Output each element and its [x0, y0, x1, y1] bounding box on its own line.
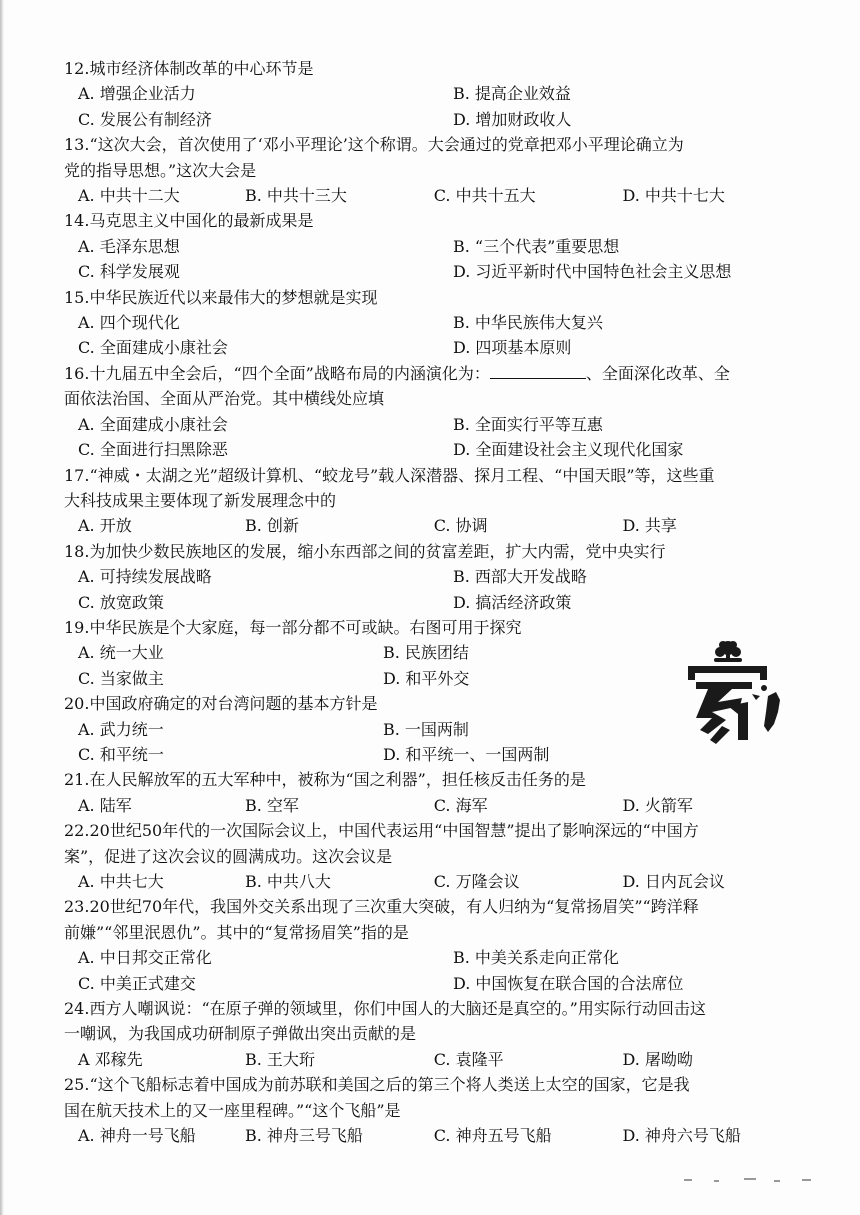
option-d: D. 火箭军	[622, 795, 693, 815]
option-a: A. 中共七大	[78, 872, 164, 891]
option-b: B. 中华民族伟大复兴	[453, 313, 603, 333]
emblem-graphic	[682, 636, 792, 746]
question-number: 25.	[64, 1075, 90, 1095]
option-c: C. 全面进行扫黑除恶	[78, 440, 228, 460]
option-a: A 邓稼先	[78, 1049, 143, 1069]
question-22	[64, 818, 804, 894]
question-16	[64, 361, 804, 463]
question-text: 城市经济体制改革的中心环节是	[89, 59, 314, 78]
question-number: 24.	[64, 999, 90, 1019]
question-text-continued: 面依法治国、全面从严治党。其中横线处应填	[64, 389, 385, 409]
option-c: C. 协调	[433, 516, 488, 536]
option-c: C. 全面建成小康社会	[78, 338, 228, 358]
option-b: B. 王大珩	[244, 1049, 315, 1069]
option-a: A. 可持续发展战略	[78, 567, 212, 587]
question-text: 20世纪70年代，我国外交关系出现了三次重大突破，有人归纳为“复常扬眉笑”“跨洋释	[89, 897, 699, 917]
option-list	[64, 412, 804, 463]
question-stem	[64, 56, 804, 81]
question-stem	[64, 818, 804, 869]
question-text: 中华民族是个大家庭，每一部分都不可或缺。右图可用于探究	[89, 617, 522, 637]
question-19	[64, 615, 664, 691]
question-24	[64, 996, 804, 1072]
option-b: B. 全面实行平等互惠	[453, 414, 603, 434]
option-list	[64, 234, 804, 285]
question-21	[64, 767, 804, 818]
option-a: A. 武力统一	[78, 719, 164, 739]
question-stem	[64, 996, 804, 1047]
option-list	[64, 564, 804, 615]
question-stem	[64, 615, 664, 640]
option-d: D. 全面建设社会主义现代化国家	[453, 440, 684, 460]
question-number: 18.	[64, 541, 90, 561]
option-d: D. 习近平新时代中国特色社会主义思想	[453, 262, 732, 282]
question-text: 十九届五中全会后，“四个全面”战略布局的内涵演化为：	[89, 363, 490, 383]
question-text: 20世纪50年代的一次国际会议上，中国代表运用“中国智慧”提出了影响深远的“中国方	[89, 821, 699, 841]
option-list	[64, 1047, 804, 1072]
question-number: 14.	[64, 211, 90, 231]
question-text-after-blank: 、全面深化改革、全	[585, 363, 730, 383]
question-text-continued: 一嘲讽，为我国成功研制原子弹做出突出贡献的是	[64, 1024, 417, 1044]
option-list	[64, 513, 804, 538]
option-list	[64, 793, 804, 818]
roof-stroke	[688, 666, 767, 680]
option-d: D. 和平外交	[383, 668, 470, 688]
option-c: C. 当家做主	[78, 668, 164, 688]
question-number: 19.	[64, 617, 90, 637]
question-stem	[64, 539, 804, 564]
question-stem	[64, 1072, 804, 1123]
option-b: B. 中共八大	[244, 872, 331, 891]
option-c: C. 科学发展观	[78, 262, 180, 282]
option-b: B. 中美关系走向正常化	[453, 948, 619, 968]
option-a: A. 毛泽东思想	[78, 236, 180, 256]
option-a: A. 中日邦交正常化	[78, 948, 212, 968]
option-c: C. 万隆会议	[433, 872, 520, 891]
option-list	[64, 945, 804, 996]
option-d: D. 搞活经济政策	[453, 592, 572, 612]
option-c: C. 和平统一	[78, 744, 164, 764]
question-15	[64, 285, 804, 361]
question-number: 12.	[64, 59, 90, 78]
question-18	[64, 539, 804, 615]
question-text-continued: 大科技成果主要体现了新发展理念中的	[64, 490, 337, 510]
option-a: A. 中共十二大	[78, 186, 180, 206]
option-b: B. 神舟三号飞船	[244, 1126, 363, 1146]
option-list	[64, 869, 804, 894]
question-stem	[64, 132, 804, 183]
fill-in-blank	[490, 364, 586, 379]
option-d: D. 和平统一、一国两制	[383, 744, 550, 764]
option-list	[64, 1123, 804, 1148]
question-stem	[64, 463, 804, 514]
option-list	[64, 310, 804, 361]
option-a: A. 四个现代化	[78, 313, 180, 333]
question-text: 马克思主义中国化的最新成果是	[89, 211, 314, 231]
question-text: 为加快少数民族地区的发展，缩小东西部之间的贫富差距，扩大内需，党中央实行	[89, 541, 666, 561]
option-b: B. “三个代表”重要思想	[453, 236, 620, 256]
option-d: D. 日内瓦会议	[622, 872, 725, 891]
question-stem	[64, 361, 804, 412]
question-number: 15.	[64, 287, 90, 307]
option-c: C. 海军	[433, 795, 488, 815]
character-body	[696, 682, 752, 744]
question-text: 西方人嘲讽说：“在原子弹的领域里，你们中国人的大脑还是真空的。”用实际行动回击这	[89, 999, 706, 1019]
option-a: A. 全面建成小康社会	[78, 414, 228, 434]
option-b: B. 民族团结	[383, 643, 469, 663]
question-20	[64, 691, 664, 767]
question-stem	[64, 285, 804, 310]
question-text-continued: 前嫌”“邻里泯恩仇”。其中的“复常扬眉笑”指的是	[64, 922, 409, 942]
option-b: B. 空军	[244, 795, 299, 815]
option-d: D. 增加财政收人	[453, 109, 572, 129]
question-text-continued: 国在航天技术上的又一座里程碑。”“这个飞船”是	[64, 1100, 401, 1120]
option-list	[64, 81, 804, 132]
question-text: “这次大会，首次使用了‘邓小平理论’这个称谓。大会通过的党章把邓小平理论确立为	[89, 135, 684, 155]
option-d: D. 神舟六号飞船	[622, 1126, 741, 1146]
option-b: B. 一国两制	[383, 719, 469, 739]
scan-edge-shadow	[0, 0, 4, 1215]
option-c: C. 中共十五大	[433, 186, 536, 206]
flower-icon	[714, 641, 742, 662]
option-d: D. 共享	[622, 516, 677, 536]
question-number: 22.	[64, 821, 90, 841]
scan-artifact-marks	[674, 1175, 824, 1185]
home-taiwan-emblem-icon	[682, 636, 792, 746]
question-23	[64, 894, 804, 996]
question-13	[64, 132, 804, 208]
question-stem	[64, 691, 664, 716]
question-stem	[64, 208, 804, 233]
option-c: C. 放宽政策	[78, 592, 164, 612]
option-d: D. 四项基本原则	[453, 338, 572, 358]
option-d: D. 屠呦呦	[622, 1049, 693, 1069]
question-number: 13.	[64, 135, 90, 155]
option-c: C. 中美正式建交	[78, 973, 196, 993]
option-list	[64, 183, 804, 208]
question-number: 20.	[64, 694, 90, 714]
option-b: B. 中共十三大	[244, 186, 347, 206]
option-a: A. 神舟一号飞船	[78, 1126, 196, 1146]
question-text-continued: 党的指导思想。”这次大会是	[64, 160, 257, 180]
question-25	[64, 1072, 804, 1148]
option-c: C. 神舟五号飞船	[433, 1126, 552, 1146]
question-list	[64, 56, 804, 1148]
option-d: D. 中共十七大	[622, 186, 725, 206]
option-d: D. 中国恢复在联合国的合法席位	[453, 973, 684, 993]
question-stem	[64, 894, 804, 945]
option-b: B. 创新	[244, 516, 299, 536]
option-a: A. 统一大业	[78, 643, 164, 663]
question-12	[64, 56, 804, 132]
question-number: 23.	[64, 897, 90, 917]
question-text: 中国政府确定的对台湾问题的基本方针是	[89, 694, 378, 714]
option-a: A. 增强企业活力	[78, 84, 196, 104]
question-text-continued: 案”，促进了这次会议的圆满成功。这次会议是	[64, 846, 393, 866]
question-stem	[64, 767, 804, 792]
question-text: 在人民解放军的五大军种中，被称为“国之利器”，担任核反击任务的是	[89, 770, 586, 790]
taiwan-island-icon	[752, 685, 780, 732]
option-c: C. 袁隆平	[433, 1049, 504, 1069]
question-number: 16.	[64, 363, 90, 383]
option-a: A. 陆军	[78, 795, 132, 815]
option-c: C. 发展公有制经济	[78, 109, 212, 129]
question-text: “这个飞船标志着中国成为前苏联和美国之后的第三个将人类送上太空的国家，它是我	[89, 1075, 690, 1095]
question-number: 21.	[64, 770, 90, 790]
option-a: A. 开放	[78, 516, 132, 536]
question-14	[64, 208, 804, 284]
question-text: 中华民族近代以来最伟大的梦想就是实现	[89, 287, 378, 307]
question-17	[64, 463, 804, 539]
option-list	[64, 640, 664, 691]
question-text: “神威・太湖之光”超级计算机、“蛟龙号”载人深潜器、探月工程、“中国天眼”等，这些重	[89, 465, 715, 485]
option-b: B. 西部大开发战略	[453, 567, 587, 587]
option-b: B. 提高企业效益	[453, 84, 571, 104]
question-number: 17.	[64, 465, 90, 485]
option-list	[64, 717, 664, 768]
